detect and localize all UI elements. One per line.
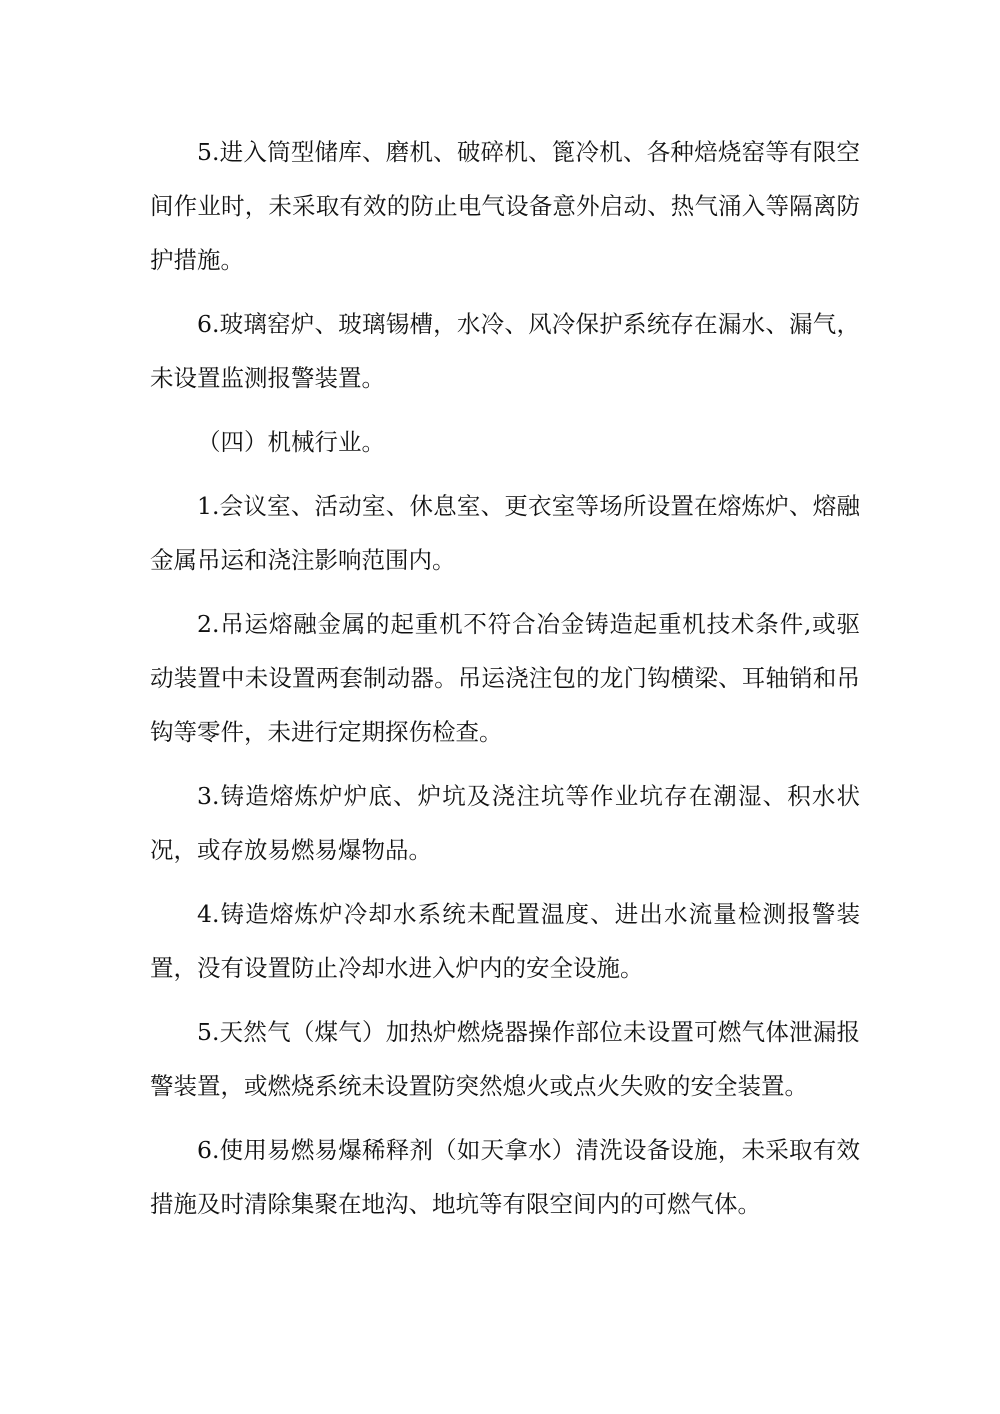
paragraph-item: 5.进入筒型储库、磨机、破碎机、篦冷机、各种焙烧窑等有限空间作业时，未采取有效的防止电气设备意外启动、热气涌入等隔离防护措施。 xyxy=(150,138,860,274)
section-heading: （四）机械行业。 xyxy=(197,428,385,456)
paragraph-item: 5.天然气（煤气）加热炉燃烧器操作部位未设置可燃气体泄漏报警装置，或燃烧系统未设置防突然熄火或点火失败的安全装置。 xyxy=(150,1018,860,1100)
paragraph-item: 4.铸造熔炼炉冷却水系统未配置温度、进出水流量检测报警装置，没有设置防止冷却水进入炉内的安全设施。 xyxy=(150,900,860,982)
paragraph-item: 6.玻璃窑炉、玻璃锡槽，水冷、风冷保护系统存在漏水、漏气，未设置监测报警装置。 xyxy=(150,310,860,392)
paragraph-item: 3.铸造熔炼炉炉底、炉坑及浇注坑等作业坑存在潮湿、积水状况，或存放易燃易爆物品。 xyxy=(150,782,860,864)
paragraph-item: 1.会议室、活动室、休息室、更衣室等场所设置在熔炼炉、熔融金属吊运和浇注影响范围内。 xyxy=(150,492,860,574)
paragraph-item: 6.使用易燃易爆稀释剂（如天拿水）清洗设备设施，未采取有效措施及时清除集聚在地沟、地坑等有限空间内的可燃气体。 xyxy=(150,1136,860,1218)
paragraph-item: 2.吊运熔融金属的起重机不符合冶金铸造起重机技术条件,或驱动装置中未设置两套制动器。吊运浇注包的龙门钩横梁、耳轴销和吊钩等零件，未进行定期探伤检查。 xyxy=(150,610,860,746)
document-body xyxy=(150,125,860,1241)
